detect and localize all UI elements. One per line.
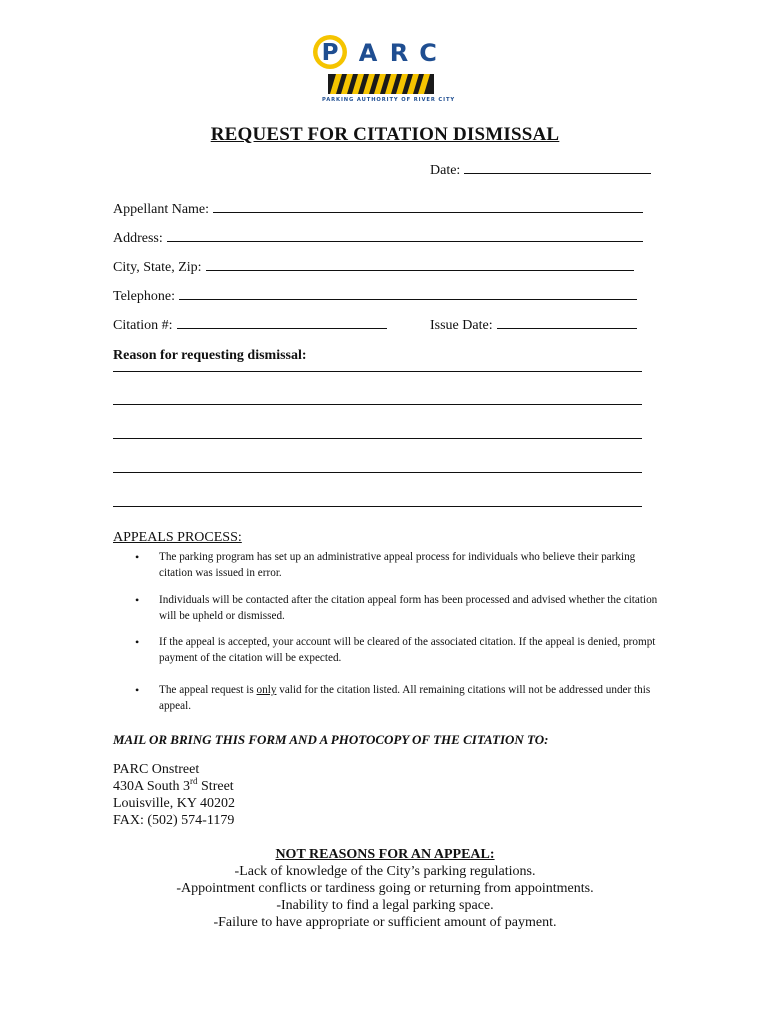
appellant-name-field[interactable] xyxy=(113,200,643,218)
not-reasons-item: -Appointment conflicts or tardiness going or returning from appointments. xyxy=(176,881,594,896)
logo-letter-c: C xyxy=(419,39,437,67)
bullet-dot: • xyxy=(135,683,140,697)
logo-tagline: PARKING AUTHORITY OF RIVER CITY xyxy=(322,97,456,103)
not-reasons-item: -Lack of knowledge of the City’s parking regulations. xyxy=(234,864,536,879)
reason-line[interactable] xyxy=(113,438,642,439)
address-street-number: 430A South 3 xyxy=(113,779,191,794)
page-title: REQUEST FOR CITATION DISMISSAL xyxy=(210,124,560,145)
reason-line[interactable] xyxy=(113,404,642,405)
address-street-suffix: rd xyxy=(190,776,198,786)
reason-line[interactable] xyxy=(113,472,642,473)
bullet-dot: • xyxy=(135,593,140,607)
citation-number-field[interactable] xyxy=(113,316,387,334)
address-fax: FAX: (502) 574-1179 xyxy=(113,813,235,828)
bullet-dot: • xyxy=(135,550,140,564)
date-label: Date: xyxy=(430,163,461,178)
telephone-field[interactable] xyxy=(113,287,637,305)
parc-logo xyxy=(300,30,456,110)
appeals-bullet-text: The parking program has set up an administrative appeal process for individuals who believe their parking citation was issued in error. xyxy=(159,551,636,579)
parc-logo-graphic xyxy=(300,30,450,100)
mail-instructions-title: MAIL OR BRING THIS FORM AND A PHOTOCOPY OF THE CITATION TO: xyxy=(113,732,549,747)
address-field[interactable] xyxy=(113,229,643,247)
appeals-bullet-text xyxy=(159,682,664,714)
address-street-name: Street xyxy=(197,779,234,794)
telephone-label: Telephone: xyxy=(113,289,175,304)
appeals-bullet-emphasis: only xyxy=(256,684,277,696)
telephone-input-line[interactable] xyxy=(179,287,637,300)
issue-date-input-line[interactable] xyxy=(497,316,637,329)
not-reasons-item: -Inability to find a legal parking space. xyxy=(276,898,494,913)
appeals-bullet-text-part: The appeal request is xyxy=(159,684,257,696)
logo-letter-a: A xyxy=(358,39,378,67)
date-field[interactable] xyxy=(430,161,651,179)
citation-number-label: Citation #: xyxy=(113,318,173,333)
citation-number-input-line[interactable] xyxy=(177,316,387,329)
logo-stripes xyxy=(328,74,434,94)
logo-letter-p: P xyxy=(321,40,339,66)
reason-line[interactable] xyxy=(113,506,642,507)
issue-date-field[interactable] xyxy=(430,316,637,334)
reason-title: Reason for requesting dismissal: xyxy=(113,348,307,363)
city-state-zip-field[interactable] xyxy=(113,258,634,276)
address-label: Address: xyxy=(113,231,163,246)
mailing-address xyxy=(113,761,235,829)
not-reasons-title: NOT REASONS FOR AN APPEAL: xyxy=(275,847,495,862)
address-street xyxy=(113,778,235,795)
address-input-line[interactable] xyxy=(167,229,643,242)
reason-line[interactable] xyxy=(113,371,642,372)
not-reasons-section xyxy=(0,846,770,931)
not-reasons-item: -Failure to have appropriate or sufficient amount of payment. xyxy=(213,915,557,930)
appeals-process-title: APPEALS PROCESS: xyxy=(113,530,242,545)
bullet-dot: • xyxy=(135,635,140,649)
appeals-bullet-text: Individuals will be contacted after the citation appeal form has been processed and advised whether the citation will be upheld or dismissed. xyxy=(159,594,658,622)
appellant-name-label: Appellant Name: xyxy=(113,202,210,217)
appeals-bullet-text: If the appeal is accepted, your account will be cleared of the associated citation. If the appeal is denied, prompt payment of the citation will be expected. xyxy=(159,636,656,664)
logo-letter-r: R xyxy=(389,39,409,67)
city-state-zip-label: City, State, Zip: xyxy=(113,260,202,275)
appellant-name-input-line[interactable] xyxy=(213,200,643,213)
date-input-line[interactable] xyxy=(464,161,651,174)
issue-date-label: Issue Date: xyxy=(430,318,493,333)
address-name: PARC Onstreet xyxy=(113,762,200,777)
city-state-zip-input-line[interactable] xyxy=(206,258,634,271)
address-city: Louisville, KY 40202 xyxy=(113,796,235,811)
appeals-bullet-text-part: valid for the citation listed. All remaining citations will not be addressed under this appeal. xyxy=(159,684,651,712)
